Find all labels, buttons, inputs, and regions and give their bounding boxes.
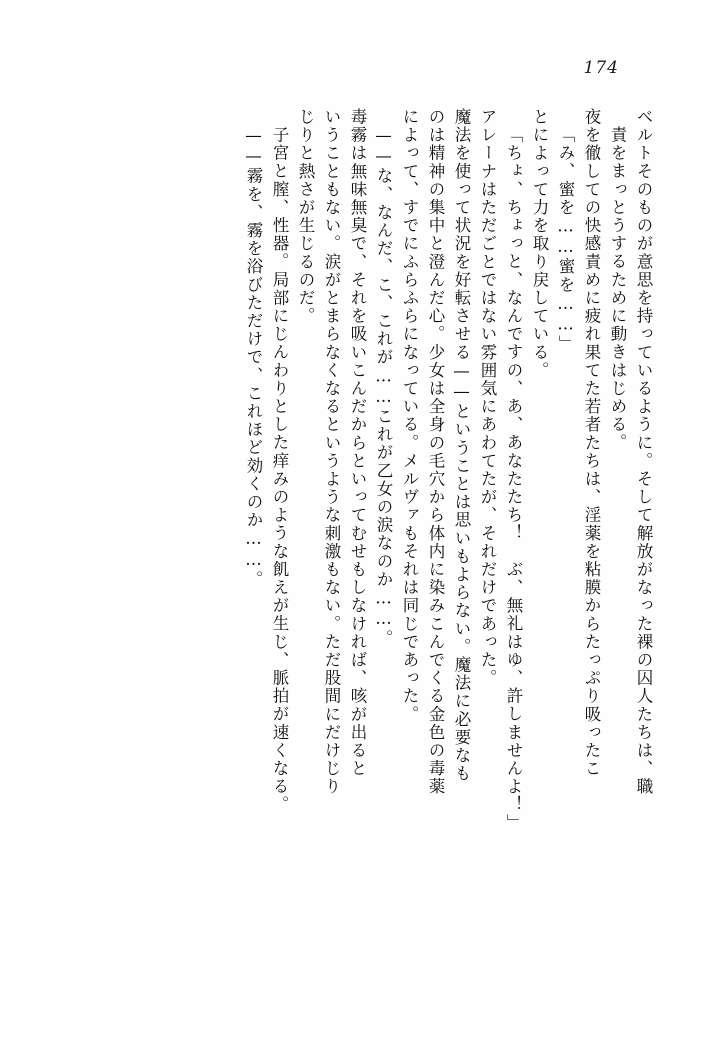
text-column: 「み、蜜を……蜜を……」 — [556, 126, 575, 354]
text-column: 魔法を使って状況を好転させる——ということは思いもよらない。魔法に必要なも — [452, 108, 471, 783]
text-column: 「ちょ、ちょっと、なんですの、あ、あなたたち！ ぶ、無礼はゆ、許しませんよ！」 — [504, 126, 523, 832]
vertical-text-block — [56, 108, 651, 988]
text-column: ——霧を、霧を浴びただけで、これほど効くのか……。 — [244, 126, 263, 589]
text-column: アレーナはただごとではない雰囲気にあわてたが、それだけであった。 — [478, 108, 497, 688]
text-column: ベルトそのものが意思を持っているように。そして解放がなった裸の囚人たちは、職 — [634, 108, 653, 796]
text-column: 子宮と膣、性器。局部にじんわりとした痒みのような飢えが生じ、脈拍が速くなる。 — [270, 126, 289, 814]
text-column: 夜を徹しての快感責めに疲れ果てた若者たちは、淫薬を粘膜からたっぷり吸ったこ — [582, 108, 601, 778]
text-column: 責をまっとうするために動きはじめる。 — [608, 126, 627, 452]
text-column: いうこともない。涙がとまらなくなるというような刺激もない。ただ股間にだけじり — [322, 108, 341, 796]
text-column: とによって力を取り戻している。 — [530, 108, 549, 380]
page-number: 174 — [583, 58, 619, 78]
text-column: 毒霧は無味無臭で、それを吸いこんだからといってむせもしなければ、咳が出ると — [348, 108, 367, 778]
text-column: のは精神の集中と澄んだ心。少女は全身の毛穴から体内に染みこんでくる金色の毒薬 — [426, 108, 445, 796]
text-column: じりと熱さが生じるのだ。 — [296, 108, 315, 326]
text-column: ——な、なんだ、こ、これが……これが乙女の涙なのか……。 — [374, 126, 393, 648]
text-column: によって、すでにふらふらになっている。メルヴァもそれは同じであった。 — [400, 108, 419, 724]
